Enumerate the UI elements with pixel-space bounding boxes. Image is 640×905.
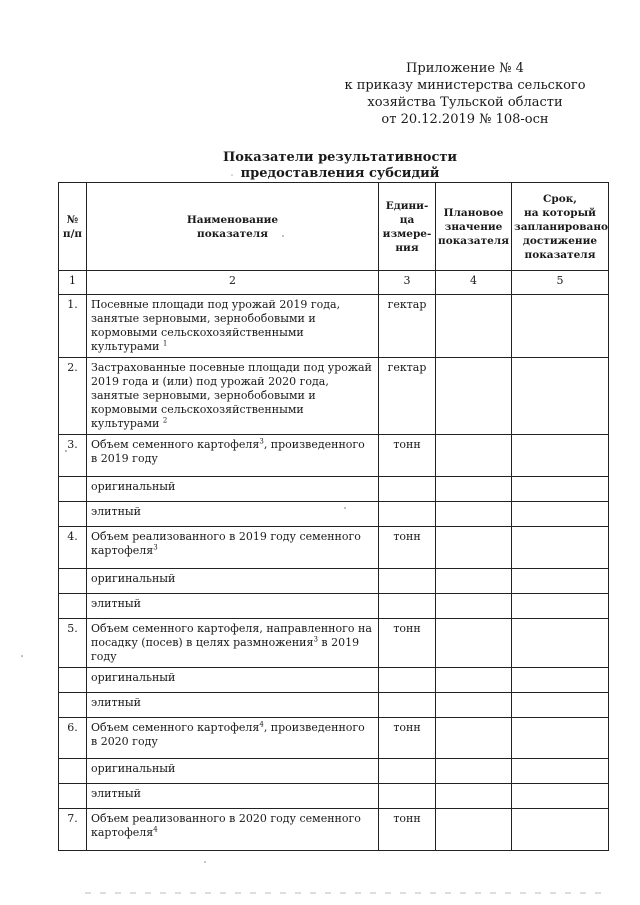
header-name: Наименование показателя [87,183,379,271]
unit-cell: тонн [379,809,436,851]
appendix-ministry: хозяйства Тульской области [367,95,563,110]
table-row [59,809,609,851]
deadline-cell [512,358,609,435]
row-number: 3. [59,435,87,477]
indicator-name: Объем семенного картофеля$^3$, произведенного в 2019 году [87,435,379,477]
sub-indicator-elite: элитный [87,594,379,619]
plan-value-cell [436,527,512,569]
plan-value-cell [436,718,512,759]
sub-indicator-original: оригинальный [87,668,379,693]
appendix-number: Приложение № 4 [406,61,524,76]
indicator-name: Застрахованные посевные площади под урожай 2019 года и (или) под урожай 2020 года, занятые зерновыми, зернобобовыми и кормовыми сельскохозяйственными культурами $^2$ [87,358,379,435]
table-row [59,594,609,619]
deadline-cell [512,435,609,477]
deadline-cell [512,295,609,358]
sub-indicator-elite: элитный [87,784,379,809]
unit-cell: тонн [379,527,436,569]
header-number: № п/п [59,183,87,271]
table-row [59,502,609,527]
scan-speck [21,655,23,657]
sub-indicator-elite: элитный [87,693,379,718]
col-number-1: 1 [59,271,87,295]
sub-indicator-original: оригинальный [87,569,379,594]
row-number: 6. [59,718,87,759]
table-row [59,569,609,594]
row-number: 7. [59,809,87,851]
deadline-cell [512,718,609,759]
deadline-cell [512,527,609,569]
table-row [59,527,609,569]
header-deadline: Срок, на который запланировано достижение показателя [512,183,609,271]
title-line-2: предоставления субсидий [240,166,440,181]
row-number: 1. [59,295,87,358]
indicators-table [58,182,609,851]
table-row [59,358,609,435]
plan-value-cell [436,358,512,435]
indicator-name: Объем семенного картофеля$^4$, произведенного в 2020 году [87,718,379,759]
appendix-order-ref: к приказу министерства сельского [344,78,586,93]
table-row [59,295,609,358]
scan-speck [204,861,205,862]
row-number: 4. [59,527,87,569]
table-header-row [59,183,609,271]
indicator-name: Объем семенного картофеля, направленного на посадку (посев) в целях размножения$^3$ в 2019 году [87,619,379,668]
unit-cell: тонн [379,435,436,477]
header-plan-value: Плановое значение показателя [436,183,512,271]
table-row [59,784,609,809]
sub-indicator-elite: элитный [87,502,379,527]
row-number: 5. [59,619,87,668]
col-number-5: 5 [512,271,609,295]
appendix-header [330,60,600,128]
indicator-name: Объем реализованного в 2020 году семенного картофеля$^4$ [87,809,379,851]
table-row [59,759,609,784]
deadline-cell [512,619,609,668]
indicator-name: Объем реализованного в 2019 году семенного картофеля$^3$ [87,527,379,569]
deadline-cell [512,809,609,851]
unit-cell: тонн [379,619,436,668]
appendix-date-number: от 20.12.2019 № 108-осн [381,112,549,127]
plan-value-cell [436,619,512,668]
plan-value-cell [436,295,512,358]
col-number-4: 4 [436,271,512,295]
unit-cell: тонн [379,718,436,759]
col-number-2: 2 [87,271,379,295]
unit-cell: гектар [379,295,436,358]
sub-indicator-original: оригинальный [87,477,379,502]
column-numbers-row [59,271,609,295]
indicator-name: Посевные площади под урожай 2019 года, занятые зерновыми, зернобобовыми и кормовыми сельскохозяйственными культурами $^1$ [87,295,379,358]
row-number: 2. [59,358,87,435]
table-row [59,718,609,759]
sub-indicator-original: оригинальный [87,759,379,784]
document-title [150,150,530,182]
header-unit: Едини- ца измере- ния [379,183,436,271]
table-row [59,693,609,718]
title-line-1: Показатели результативности [222,150,458,165]
table-row [59,619,609,668]
table-row [59,435,609,477]
table-row [59,668,609,693]
table-row [59,477,609,502]
unit-cell: гектар [379,358,436,435]
plan-value-cell [436,435,512,477]
plan-value-cell [436,809,512,851]
col-number-3: 3 [379,271,436,295]
